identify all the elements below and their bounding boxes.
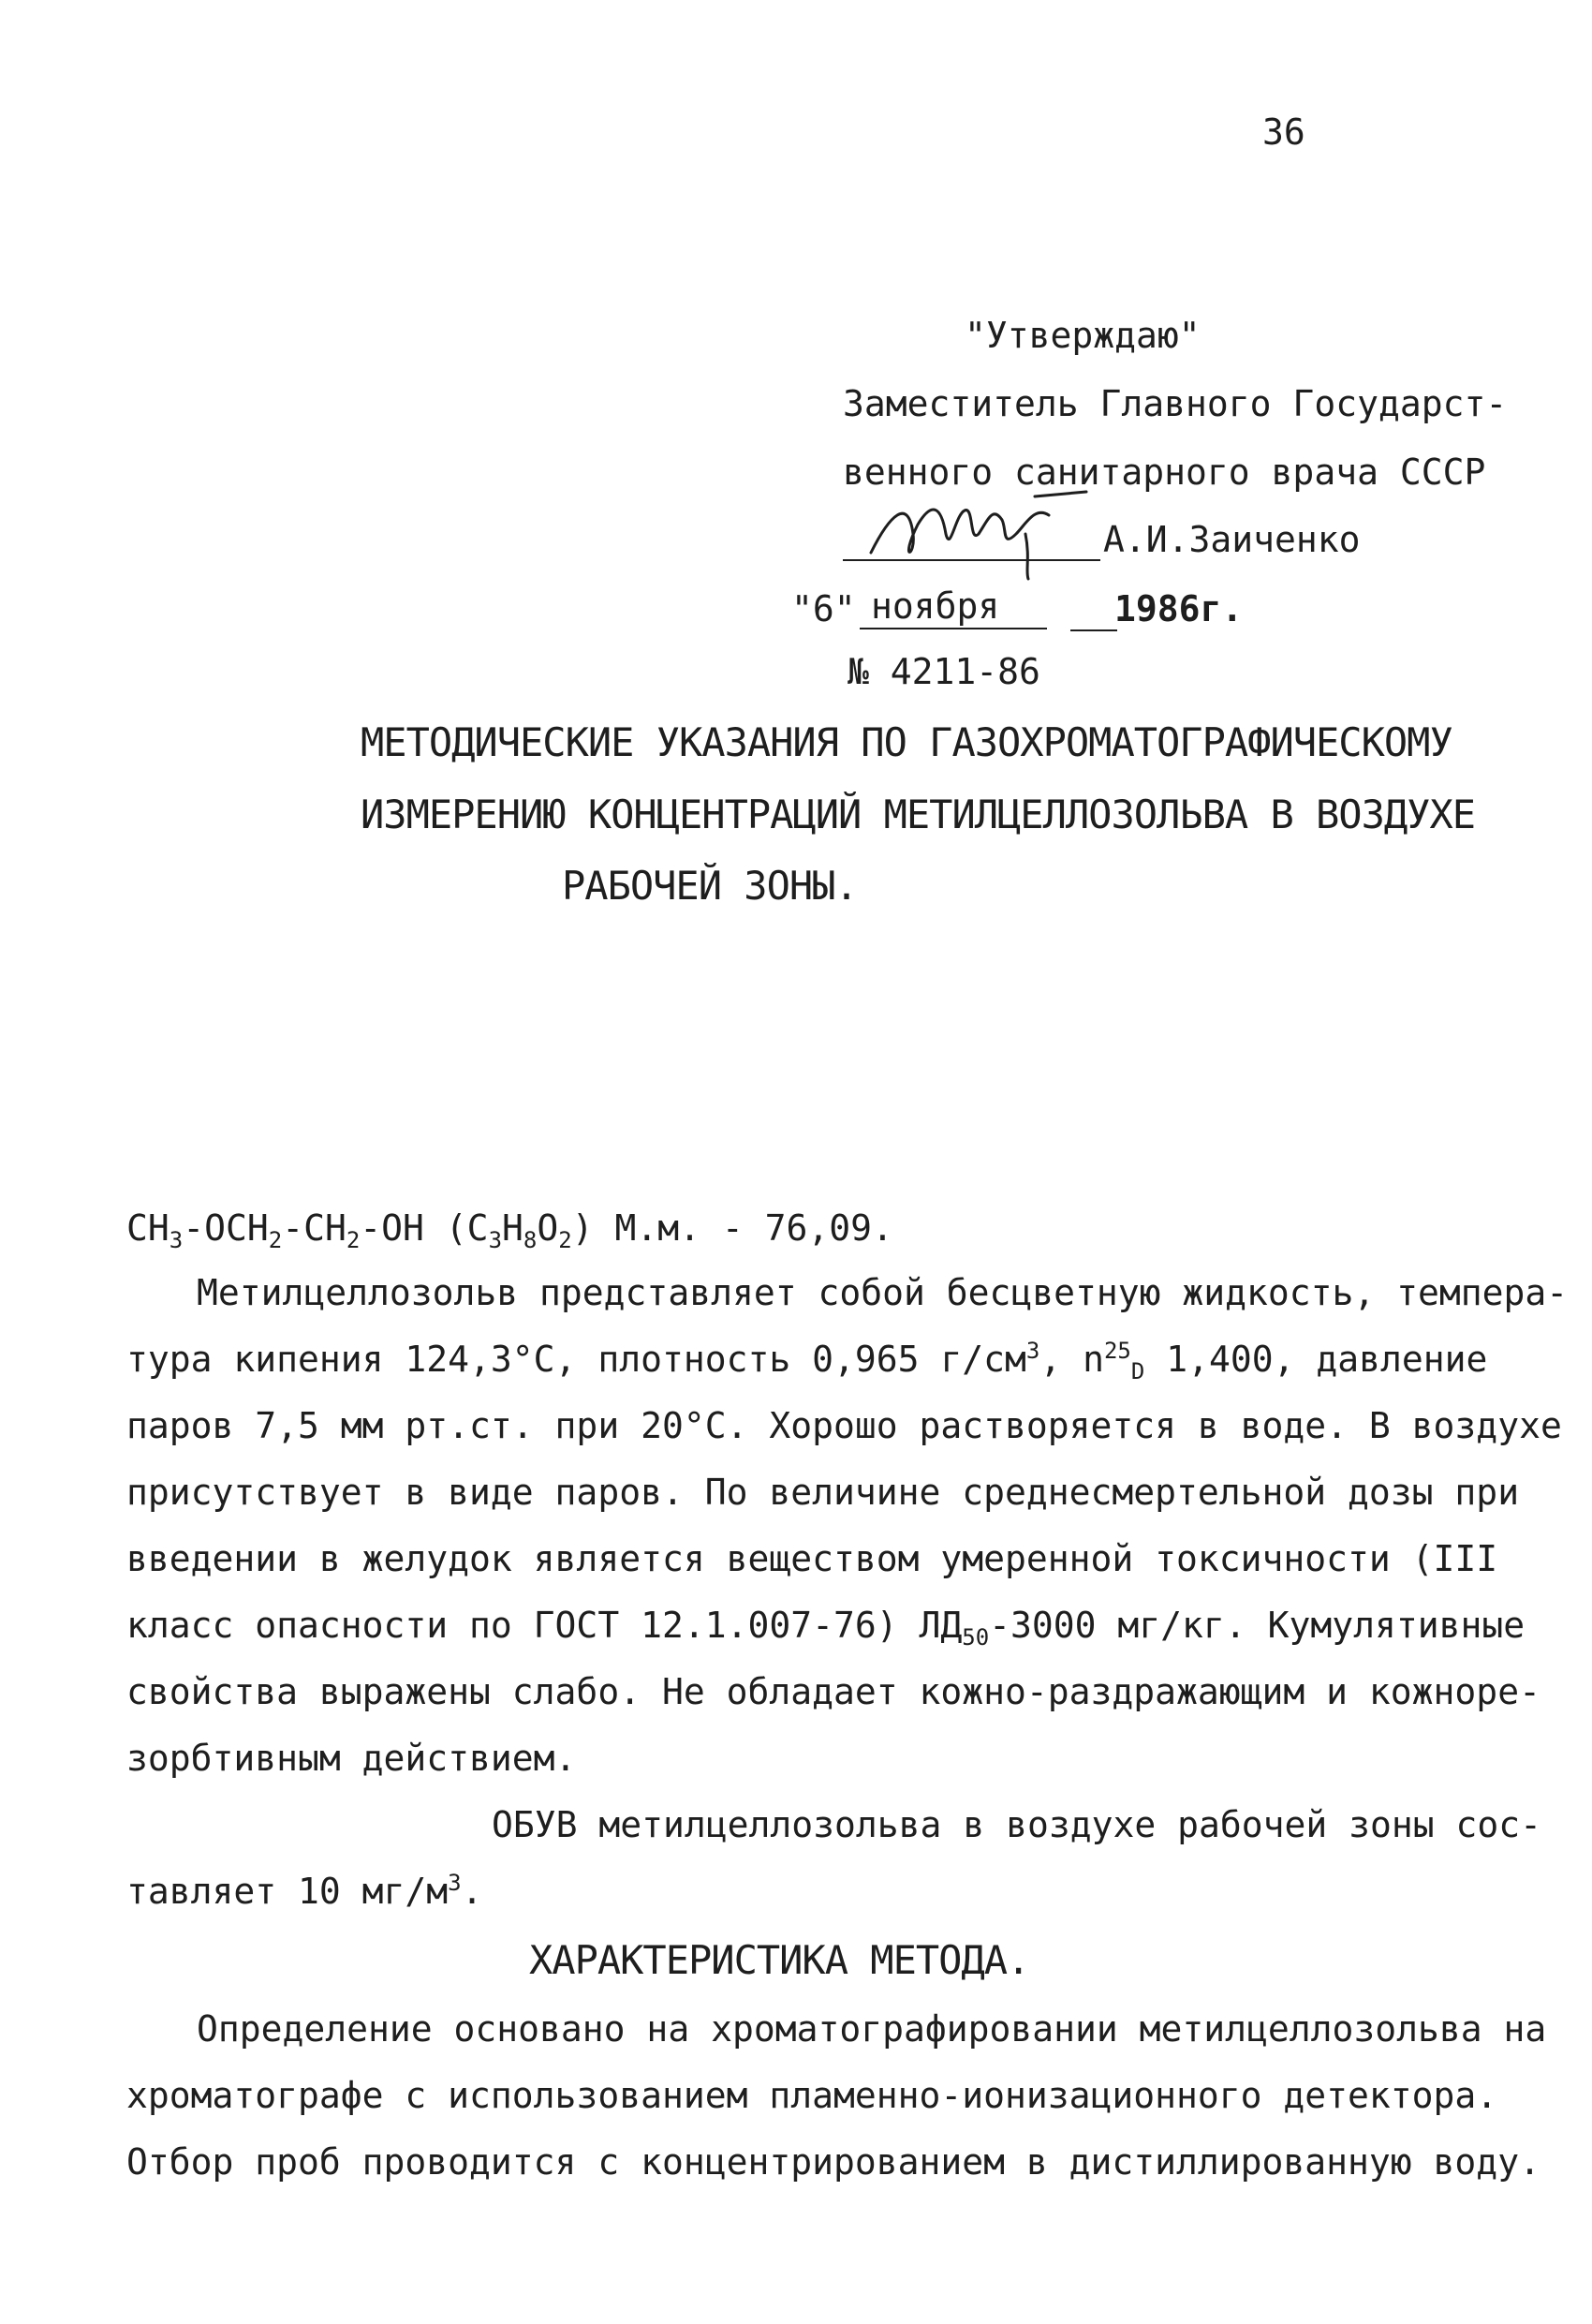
superscript: 3 xyxy=(1025,1338,1040,1364)
subscript: D xyxy=(1130,1358,1145,1384)
text-run: 1,400, давление xyxy=(1144,1339,1488,1380)
date-day: "6" xyxy=(791,588,856,629)
text-run: . xyxy=(461,1871,483,1912)
heading-line-1: МЕТОДИЧЕСКИЕ УКАЗАНИЯ ПО ГАЗОХРОМАТОГРАФИЧЕСКОМУ xyxy=(361,719,1452,765)
subscript: 50 xyxy=(962,1624,990,1650)
formula-sub: 2 xyxy=(268,1227,283,1253)
signature xyxy=(862,478,1096,581)
paragraph-line: Определение основано на хроматографировании метилцеллозольва на xyxy=(197,2008,1547,2050)
paragraph-line xyxy=(126,1870,483,1913)
formula-sub: 2 xyxy=(558,1227,572,1253)
heading-line-2: ИЗМЕРЕНИЮ КОНЦЕНТРАЦИЙ МЕТИЛЦЕЛЛОЗОЛЬВА В ВОЗДУХЕ xyxy=(361,792,1476,837)
document-number: № 4211-86 xyxy=(848,651,1040,692)
date-month: ноября xyxy=(871,585,1000,627)
approver-name: А.И.Заиченко xyxy=(1103,519,1361,560)
formula-part: CH xyxy=(126,1207,170,1249)
paragraph-line: свойства выражены слабо. Не обладает кожно-раздражающим и кожноре- xyxy=(126,1671,1540,1712)
heading-line-3: РАБОЧЕЙ ЗОНЫ. xyxy=(562,863,858,909)
paragraph-line: присутствует в виде паров. По величине среднесмертельной дозы при xyxy=(126,1472,1520,1513)
paragraph-line xyxy=(126,1604,1526,1650)
formula-sub: 3 xyxy=(169,1227,184,1253)
formula-part: H xyxy=(502,1207,523,1249)
paragraph-line: паров 7,5 мм рт.ст. при 20°С. Хорошо растворяется в воде. В воздухе xyxy=(126,1405,1562,1446)
formula-sub: 2 xyxy=(346,1227,361,1253)
paragraph-line: зорбтивным действием. xyxy=(126,1738,577,1779)
page-number: 36 xyxy=(1262,111,1305,153)
formula-part: -CH xyxy=(282,1207,346,1249)
text-run: тавляет 10 мг/м xyxy=(126,1871,449,1912)
formula-sub: 8 xyxy=(523,1227,538,1253)
approval-title: "Утверждаю" xyxy=(965,315,1201,356)
paragraph-line xyxy=(126,1338,1488,1384)
text-run: тура кипения 124,3°С, плотность 0,965 г/см xyxy=(126,1339,1026,1380)
date-month-underline xyxy=(860,628,1047,629)
formula-part: ) М.м. - 76,09. xyxy=(571,1207,893,1249)
formula-sub: 3 xyxy=(488,1227,503,1253)
chemical-formula xyxy=(126,1206,893,1253)
signature-underline xyxy=(843,559,1100,561)
superscript: 3 xyxy=(448,1870,462,1896)
formula-part: -OCH xyxy=(183,1207,269,1249)
paragraph-line: хроматографе с использованием пламенно-ионизационного детектора. xyxy=(126,2075,1498,2116)
paragraph-line: ОБУВ метилцеллозольва в воздухе рабочей зоны сос- xyxy=(492,1804,1542,1845)
section-title: ХАРАКТЕРИСТИКА МЕТОДА. xyxy=(529,1937,1030,1983)
approval-line-1: Заместитель Главного Государст- xyxy=(843,383,1508,424)
superscript: 25 xyxy=(1103,1338,1131,1364)
text-run: , n xyxy=(1039,1339,1104,1380)
text-run: класс опасности по ГОСТ 12.1.007-76) ЛД xyxy=(126,1605,963,1646)
text-run: -3000 мг/кг. Кумулятивные xyxy=(989,1605,1526,1646)
formula-part: O xyxy=(537,1207,559,1249)
date-year: 1986г. xyxy=(1114,588,1244,629)
paragraph-line: Метилцеллозольв представляет собой бесцветную жидкость, темпера- xyxy=(197,1272,1569,1313)
paragraph-line: Отбор проб проводится с концентрированием в дистиллированную воду. xyxy=(126,2141,1540,2183)
approval-line-2: венного санитарного врача СССР xyxy=(843,451,1486,493)
paragraph-line: введении в желудок является веществом умеренной токсичности (III xyxy=(126,1538,1498,1579)
formula-part: -OH (C xyxy=(360,1207,489,1249)
date-year-underline xyxy=(1070,629,1117,631)
